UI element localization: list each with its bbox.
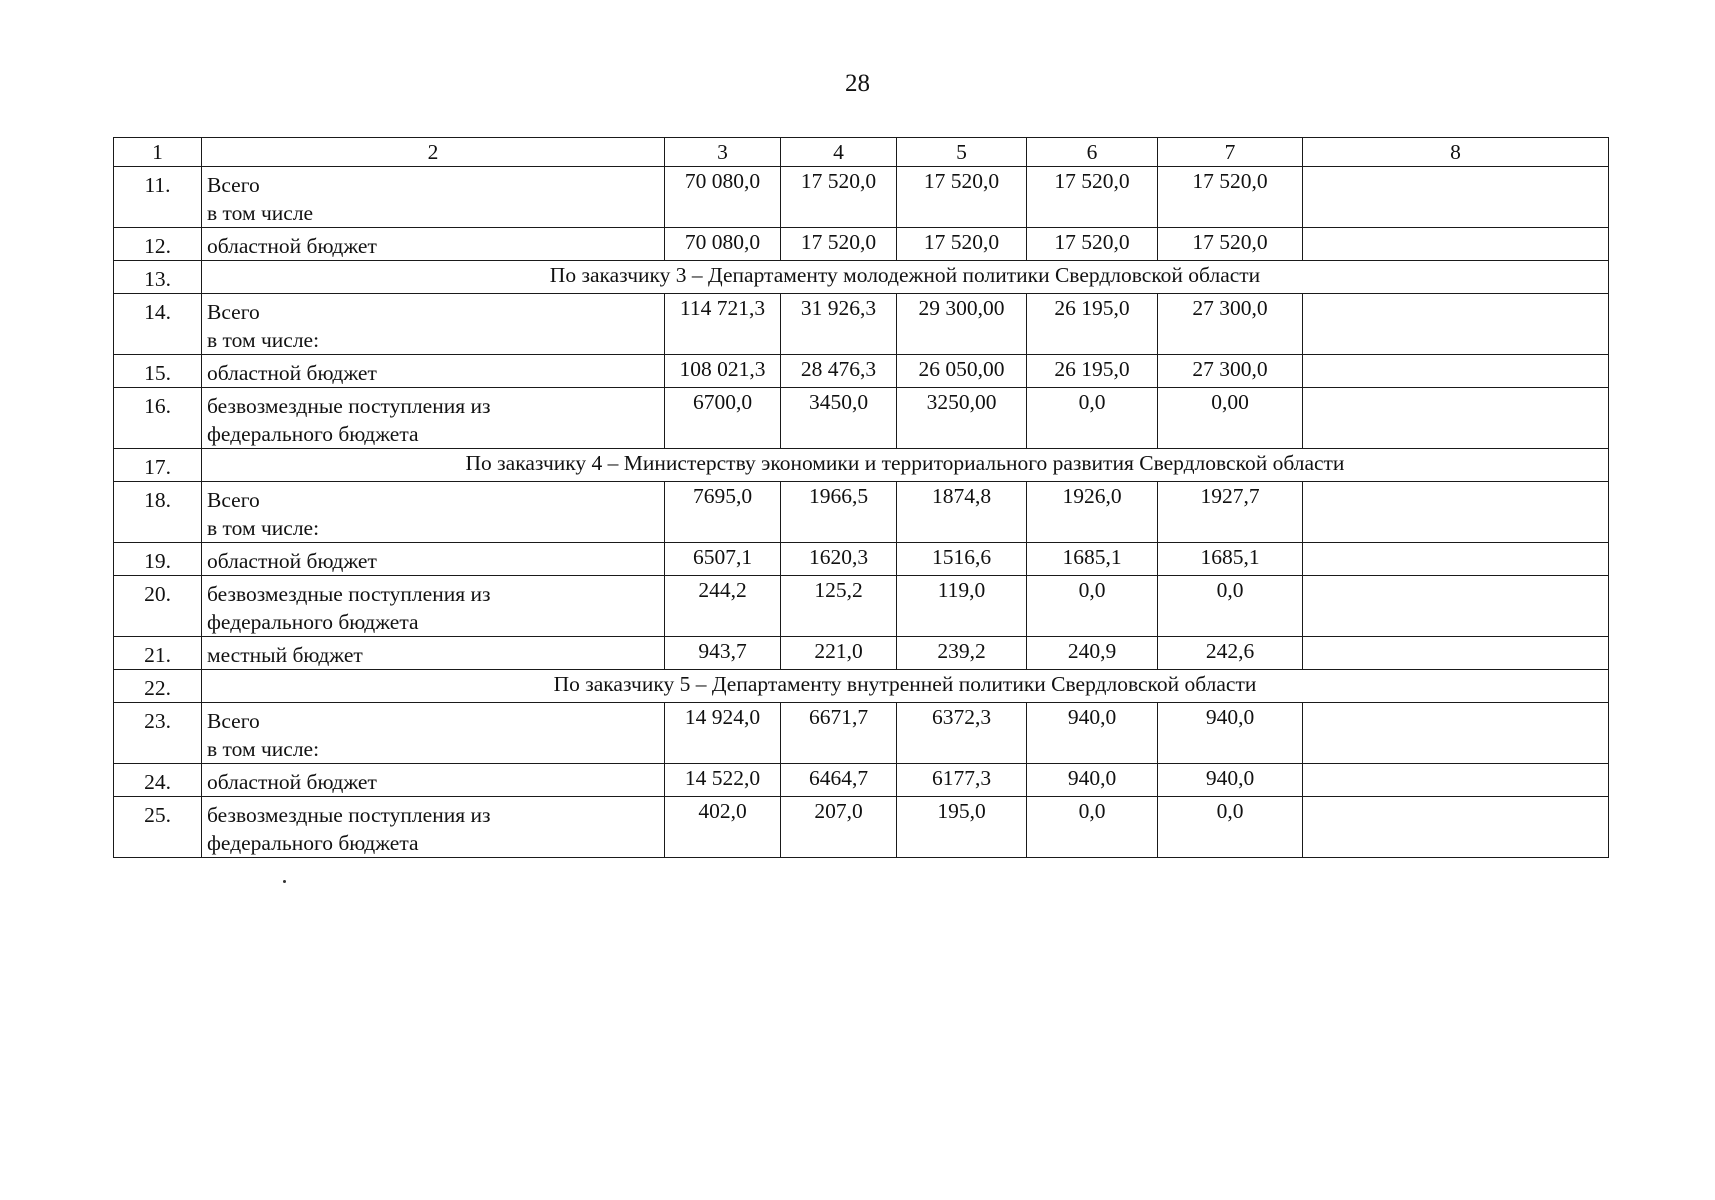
row-label-line: областной бюджет: [207, 234, 377, 258]
value-cell: 6372,3: [897, 703, 1027, 764]
column-header: 1: [114, 138, 202, 167]
row-number: 12.: [114, 228, 202, 261]
table-row: [114, 167, 1609, 228]
row-label-line: местный бюджет: [207, 643, 363, 667]
value-cell: 70 080,0: [665, 228, 781, 261]
value-cell: [1303, 637, 1609, 670]
value-cell: 14 522,0: [665, 764, 781, 797]
value-cell: 26 195,0: [1027, 294, 1158, 355]
value-cell: 402,0: [665, 797, 781, 858]
row-label-line: в том числе:: [207, 737, 320, 761]
column-header: 3: [665, 138, 781, 167]
value-cell: 0,0: [1027, 797, 1158, 858]
value-cell: 6700,0: [665, 388, 781, 449]
value-cell: 6464,7: [781, 764, 897, 797]
value-cell: [1303, 228, 1609, 261]
row-number: 17.: [114, 449, 202, 482]
section-row: [114, 670, 1609, 703]
value-cell: 239,2: [897, 637, 1027, 670]
value-cell: [1303, 543, 1609, 576]
value-cell: 17 520,0: [1027, 167, 1158, 228]
value-cell: 940,0: [1158, 703, 1303, 764]
section-row: [114, 261, 1609, 294]
table-body: [114, 138, 1609, 858]
value-cell: [1303, 703, 1609, 764]
row-label-line: Всего: [207, 709, 260, 733]
row-label: [202, 703, 665, 764]
scan-speck: [283, 880, 286, 883]
value-cell: 0,0: [1027, 388, 1158, 449]
row-label-line: Всего: [207, 300, 260, 324]
column-number-row: [114, 138, 1609, 167]
value-cell: 0,0: [1027, 576, 1158, 637]
value-cell: 1926,0: [1027, 482, 1158, 543]
row-label-line: Всего: [207, 173, 260, 197]
section-row: [114, 449, 1609, 482]
table-row: [114, 703, 1609, 764]
value-cell: [1303, 797, 1609, 858]
row-label-line: безвозмездные поступления из: [207, 803, 491, 827]
budget-table: [113, 137, 1609, 858]
section-title: По заказчику 4 – Министерству экономики и территориального развития Свердловской области: [202, 449, 1609, 482]
value-cell: 6507,1: [665, 543, 781, 576]
value-cell: 940,0: [1158, 764, 1303, 797]
value-cell: 1620,3: [781, 543, 897, 576]
value-cell: 26 050,00: [897, 355, 1027, 388]
table-row: [114, 294, 1609, 355]
column-header: 6: [1027, 138, 1158, 167]
value-cell: 195,0: [897, 797, 1027, 858]
value-cell: 29 300,00: [897, 294, 1027, 355]
value-cell: 114 721,3: [665, 294, 781, 355]
value-cell: 17 520,0: [1158, 167, 1303, 228]
row-label-line: областной бюджет: [207, 770, 377, 794]
value-cell: 0,0: [1158, 797, 1303, 858]
value-cell: 27 300,0: [1158, 355, 1303, 388]
table-row: [114, 355, 1609, 388]
value-cell: 1966,5: [781, 482, 897, 543]
value-cell: 31 926,3: [781, 294, 897, 355]
row-label-line: федерального бюджета: [207, 422, 419, 446]
column-header: 8: [1303, 138, 1609, 167]
value-cell: 242,6: [1158, 637, 1303, 670]
value-cell: 28 476,3: [781, 355, 897, 388]
value-cell: 1927,7: [1158, 482, 1303, 543]
value-cell: 244,2: [665, 576, 781, 637]
value-cell: 27 300,0: [1158, 294, 1303, 355]
table-row: [114, 764, 1609, 797]
value-cell: [1303, 294, 1609, 355]
row-number: 16.: [114, 388, 202, 449]
table-row: [114, 388, 1609, 449]
value-cell: [1303, 482, 1609, 543]
value-cell: 221,0: [781, 637, 897, 670]
row-label: [202, 797, 665, 858]
row-number: 20.: [114, 576, 202, 637]
value-cell: 17 520,0: [781, 228, 897, 261]
row-label: [202, 294, 665, 355]
value-cell: 3450,0: [781, 388, 897, 449]
value-cell: [1303, 388, 1609, 449]
row-label-line: федерального бюджета: [207, 831, 419, 855]
column-header: 2: [202, 138, 665, 167]
value-cell: 940,0: [1027, 703, 1158, 764]
row-label: [202, 543, 665, 576]
row-label: [202, 637, 665, 670]
row-label-line: в том числе:: [207, 328, 320, 352]
table-row: [114, 482, 1609, 543]
value-cell: [1303, 576, 1609, 637]
page-number: 28: [845, 70, 870, 97]
row-label-line: в том числе:: [207, 516, 320, 540]
row-label-line: федерального бюджета: [207, 610, 419, 634]
row-number: 25.: [114, 797, 202, 858]
value-cell: 17 520,0: [1158, 228, 1303, 261]
row-label: [202, 355, 665, 388]
value-cell: 0,00: [1158, 388, 1303, 449]
row-label-line: Всего: [207, 488, 260, 512]
value-cell: 119,0: [897, 576, 1027, 637]
value-cell: [1303, 167, 1609, 228]
value-cell: 70 080,0: [665, 167, 781, 228]
row-number: 21.: [114, 637, 202, 670]
row-number: 23.: [114, 703, 202, 764]
value-cell: [1303, 355, 1609, 388]
value-cell: 3250,00: [897, 388, 1027, 449]
row-number: 24.: [114, 764, 202, 797]
value-cell: 940,0: [1027, 764, 1158, 797]
column-header: 5: [897, 138, 1027, 167]
value-cell: 17 520,0: [1027, 228, 1158, 261]
row-label-line: областной бюджет: [207, 361, 377, 385]
row-number: 22.: [114, 670, 202, 703]
row-label: [202, 228, 665, 261]
row-number: 18.: [114, 482, 202, 543]
row-number: 15.: [114, 355, 202, 388]
row-label-line: безвозмездные поступления из: [207, 394, 491, 418]
value-cell: 943,7: [665, 637, 781, 670]
table-row: [114, 637, 1609, 670]
value-cell: 17 520,0: [897, 228, 1027, 261]
row-number: 13.: [114, 261, 202, 294]
value-cell: 1874,8: [897, 482, 1027, 543]
row-label-line: областной бюджет: [207, 549, 377, 573]
row-label: [202, 167, 665, 228]
value-cell: 240,9: [1027, 637, 1158, 670]
value-cell: 17 520,0: [897, 167, 1027, 228]
value-cell: 1685,1: [1027, 543, 1158, 576]
value-cell: 6671,7: [781, 703, 897, 764]
table-row: [114, 576, 1609, 637]
value-cell: 17 520,0: [781, 167, 897, 228]
row-label-line: безвозмездные поступления из: [207, 582, 491, 606]
row-number: 11.: [114, 167, 202, 228]
row-label-line: в том числе: [207, 201, 314, 225]
value-cell: 7695,0: [665, 482, 781, 543]
row-label: [202, 388, 665, 449]
value-cell: [1303, 764, 1609, 797]
row-label: [202, 482, 665, 543]
value-cell: 6177,3: [897, 764, 1027, 797]
value-cell: 0,0: [1158, 576, 1303, 637]
value-cell: 14 924,0: [665, 703, 781, 764]
row-label: [202, 764, 665, 797]
section-title: По заказчику 5 – Департаменту внутренней политики Свердловской области: [202, 670, 1609, 703]
table-row: [114, 543, 1609, 576]
value-cell: 108 021,3: [665, 355, 781, 388]
section-title: По заказчику 3 – Департаменту молодежной политики Свердловской области: [202, 261, 1609, 294]
table-row: [114, 797, 1609, 858]
column-header: 7: [1158, 138, 1303, 167]
row-number: 14.: [114, 294, 202, 355]
row-label: [202, 576, 665, 637]
row-number: 19.: [114, 543, 202, 576]
value-cell: 26 195,0: [1027, 355, 1158, 388]
table-row: [114, 228, 1609, 261]
column-header: 4: [781, 138, 897, 167]
value-cell: 1685,1: [1158, 543, 1303, 576]
value-cell: 125,2: [781, 576, 897, 637]
value-cell: 207,0: [781, 797, 897, 858]
value-cell: 1516,6: [897, 543, 1027, 576]
